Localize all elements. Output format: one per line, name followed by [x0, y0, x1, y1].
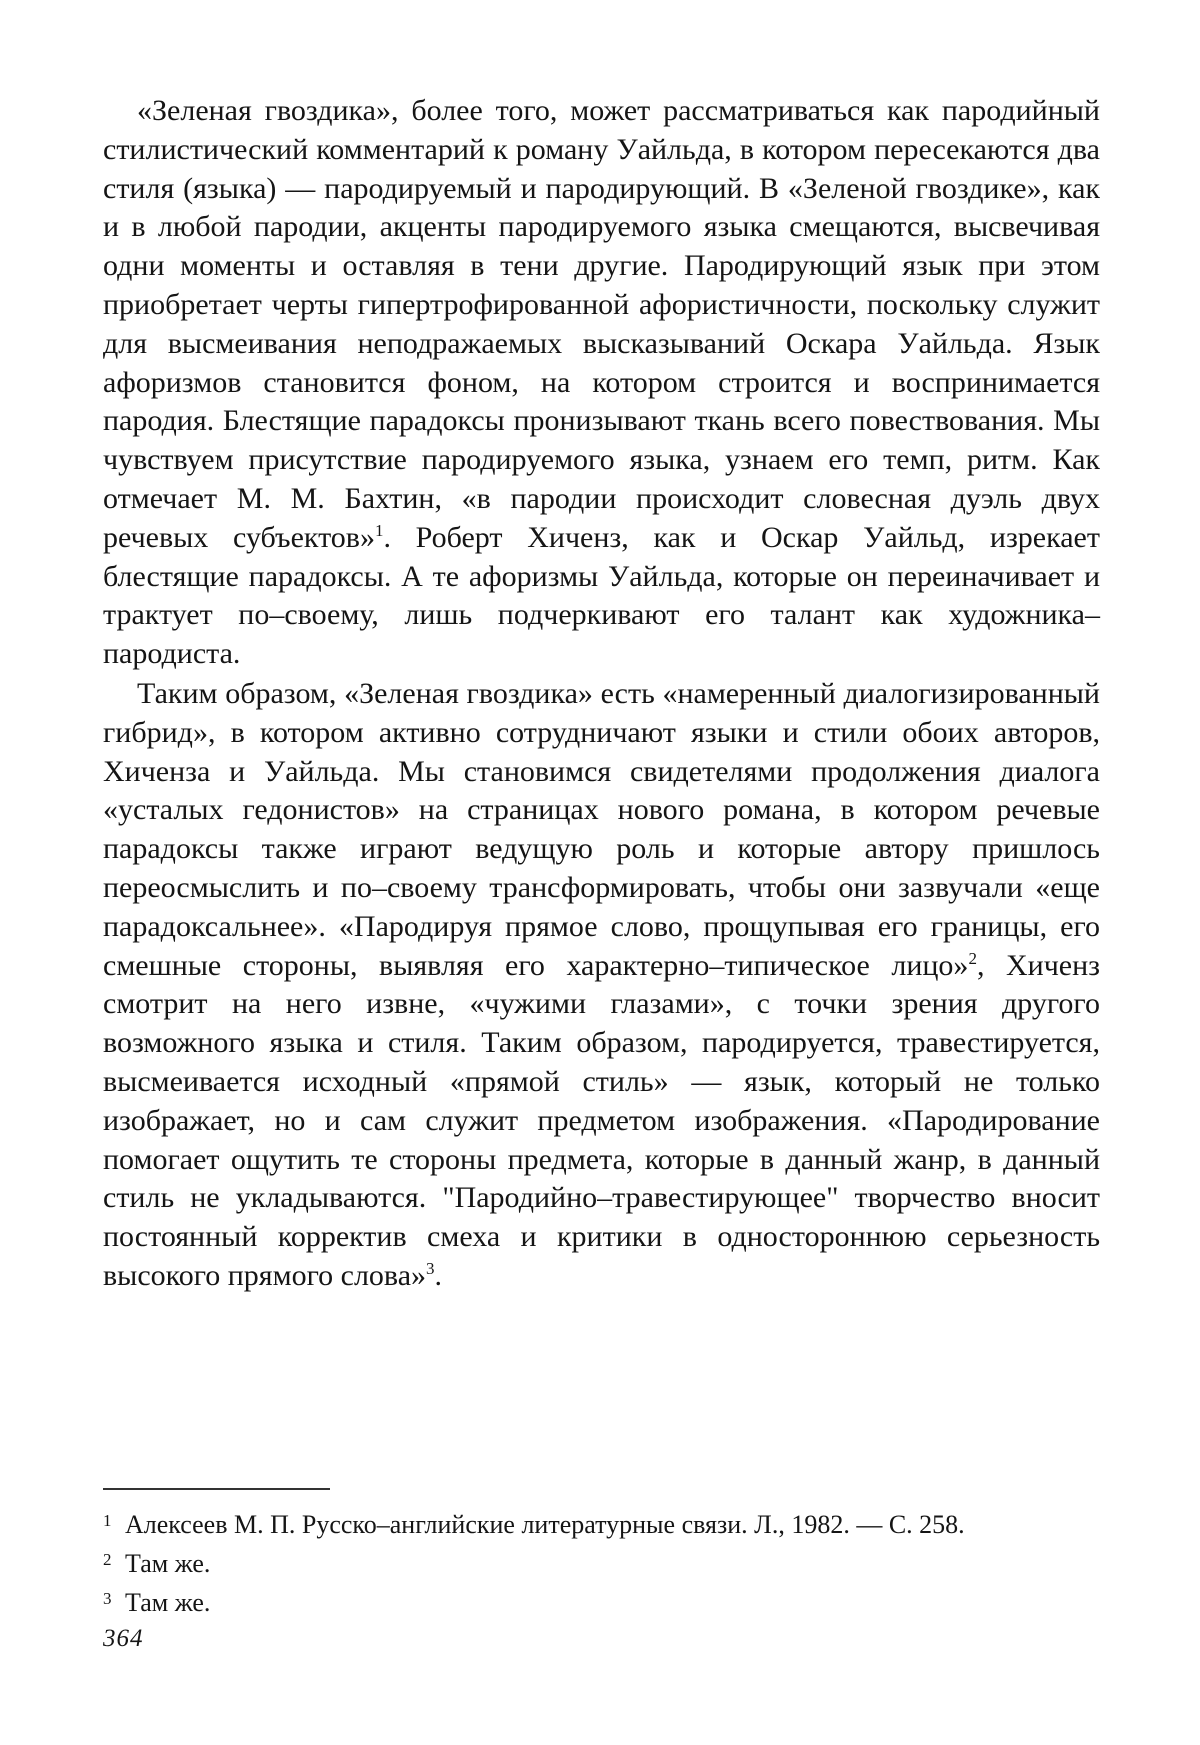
footnote-2 — [103, 1542, 1100, 1581]
page-number: 364 — [103, 1625, 144, 1652]
paragraph-1-text-b: . Роберт Хиченз, как и Оскар Уайльд, изрекает блестящие парадоксы. А те афоризмы Уайльда, которые он переиначивает и трактует по–своему, лишь подчеркивают его талант как художника–пародиста. — [103, 520, 1100, 671]
paragraph-2 — [103, 675, 1100, 1296]
paragraph-2-text-b: , Хиченз смотрит на него извне, «чужими глазами», с точки зрения другого возможного языка и стиля. Таким образом, пародируется, травестируется, высмеивается исходный «прямой стиль» — язык, который не только изображает, но и сам служит предметом изображения. «Пародирование помогает ощутить те стороны предмета, которые в данный жанр, в данный стиль не укладываются. "Пародийно–травестирующее" творчество вносит постоянный корректив смеха и критики в одностороннюю серьезность высокого прямого слова» — [103, 948, 1100, 1292]
paragraph-1 — [103, 92, 1100, 674]
footnote-1-mark: 1 — [103, 1511, 112, 1530]
footnote-divider — [103, 1488, 330, 1490]
footnote-1 — [103, 1503, 1100, 1542]
page-body — [103, 92, 1100, 1296]
footnote-2-mark: 2 — [103, 1550, 112, 1569]
footnote-ref-1: 1 — [374, 520, 384, 540]
footnote-1-text: Алексеев М. П. Русско–английские литературные связи. Л., 1982. — С. 258. — [125, 1510, 965, 1539]
paragraph-1-text-a: «Зеленая гвоздика», более того, может рассматриваться как пародийный стилистический комментарий к роману Уайльда, в котором пересекаются два стиля (языка) — пародируемый и пародирующий. В «Зеленой гвоздике», как и в любой пародии, акценты пародируемого языка смещаются, высвечивая одни моменты и оставляя в тени другие. Пародирующий язык при этом приобретает черты гипертрофированной афористичности, поскольку служит для высмеивания неподражаемых высказываний Оскара Уайльда. Язык афоризмов становится фоном, на котором строится и воспринимается пародия. Блестящие парадоксы пронизывают ткань всего повествования. Мы чувствуем присутствие пародируемого языка, узнаем его темп, ритм. Как отмечает М. М. Бахтин, «в пародии происходит словесная дуэль двух речевых субъектов» — [103, 94, 1100, 554]
footnote-3 — [103, 1581, 1100, 1620]
footnote-3-text: Там же. — [125, 1588, 211, 1617]
paragraph-2-text-a: Таким образом, «Зеленая гвоздика» есть «намеренный диалогизированный гибрид», в котором активно сотрудничают языки и стили обоих авторов, Хиченза и Уайльда. Мы становимся свидетелями продолжения диалога «усталых гедонистов» на страницах нового романа, в котором речевые парадоксы также играют ведущую роль и которые автору пришлось переосмыслить и по–своему трансформировать, чтобы они зазвучали «еще парадоксальнее». «Пародируя прямое слово, прощупывая его границы, его смешные стороны, выявляя его характерно–типическое лицо» — [103, 676, 1100, 982]
footnote-3-mark: 3 — [103, 1589, 112, 1608]
footnote-ref-3: 3 — [426, 1258, 435, 1278]
footnote-2-text: Там же. — [125, 1549, 211, 1578]
paragraph-2-text-c: . — [434, 1258, 443, 1292]
footnotes — [103, 1503, 1100, 1620]
footnote-ref-2: 2 — [968, 948, 977, 968]
